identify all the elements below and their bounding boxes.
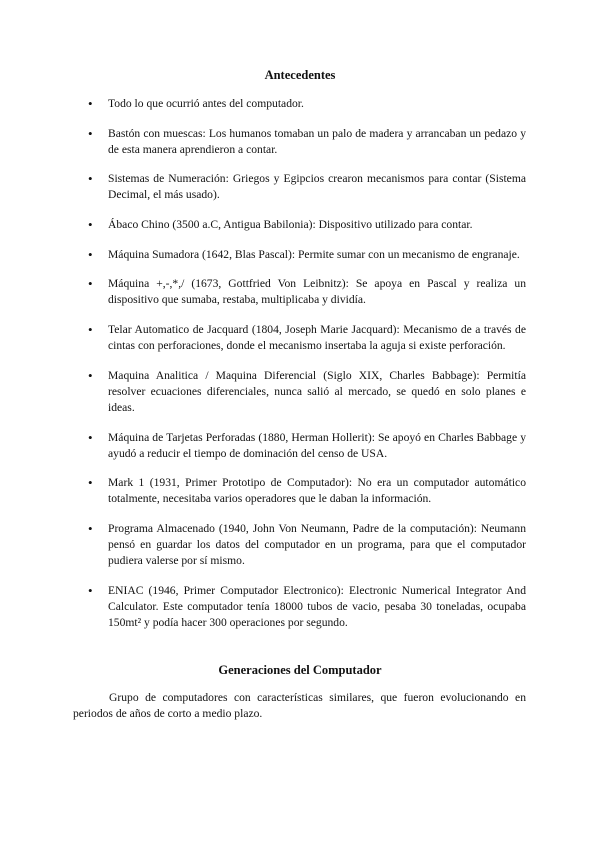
list-item: • ENIAC (1946, Primer Computador Electronico): Electronic Numerical Integrator And Calculator. Este computador tenía 18000 tubos de vacio, pesaba 30 toneladas, ocupaba 150mt² y podía hacer 300 operaciones por segundo. (108, 583, 526, 631)
list-item: • Telar Automatico de Jacquard (1804, Joseph Marie Jacquard): Mecanismo de a través de cintas con perforaciones, donde el mecanismo insertaba la aguja si existe perforación. (108, 322, 526, 354)
generaciones-paragraph: Grupo de computadores con características similares, que fueron evolucionando en periodos de años de corto a medio plazo. (73, 691, 526, 720)
section-title-generaciones: Generaciones del Computador (218, 663, 382, 677)
list-item: • Maquina Analitica / Maquina Diferencial (Siglo XIX, Charles Babbage): Permitía resolver ecuaciones diferenciales, nunca salió al mercado, se quedó en solo planes e ideas. (108, 368, 526, 416)
list-item: • Máquina Sumadora (1642, Blas Pascal): Permite sumar con un mecanismo de engranaje. (108, 247, 526, 263)
list-item: • Máquina +,-,*,/ (1673, Gottfried Von Leibnitz): Se apoya en Pascal y realiza un dispositivo que sumaba, restaba, multiplicaba y dividía. (108, 276, 526, 308)
list-item: • Mark 1 (1931, Primer Prototipo de Computador): No era un computador automático totalmente, necesitaba varios operadores que le daban la información. (108, 475, 526, 507)
list-item: • Sistemas de Numeración: Griegos y Egipcios crearon mecanismos para contar (Sistema Decimal, el más usado). (108, 171, 526, 203)
section-title-antecedentes: Antecedentes (264, 68, 336, 82)
list-item: • Bastón con muescas: Los humanos tomaban un palo de madera y arrancaban un pedazo y de esta manera aprendieron a contar. (108, 126, 526, 158)
antecedentes-list (108, 96, 526, 644)
list-item: • Todo lo que ocurrió antes del computador. (108, 96, 526, 112)
list-item: • Máquina de Tarjetas Perforadas (1880, Herman Hollerit): Se apoyó en Charles Babbage y ayudó a reducir el tiempo de dominación del censo de USA. (108, 430, 526, 462)
list-item: • Ábaco Chino (3500 a.C, Antigua Babilonia): Dispositivo utilizado para contar. (108, 217, 526, 233)
list-item: • Programa Almacenado (1940, John Von Neumann, Padre de la computación): Neumann pensó en guardar los datos del computador en un programa, para que el computador pudiera valerse por sí mismo. (108, 521, 526, 569)
